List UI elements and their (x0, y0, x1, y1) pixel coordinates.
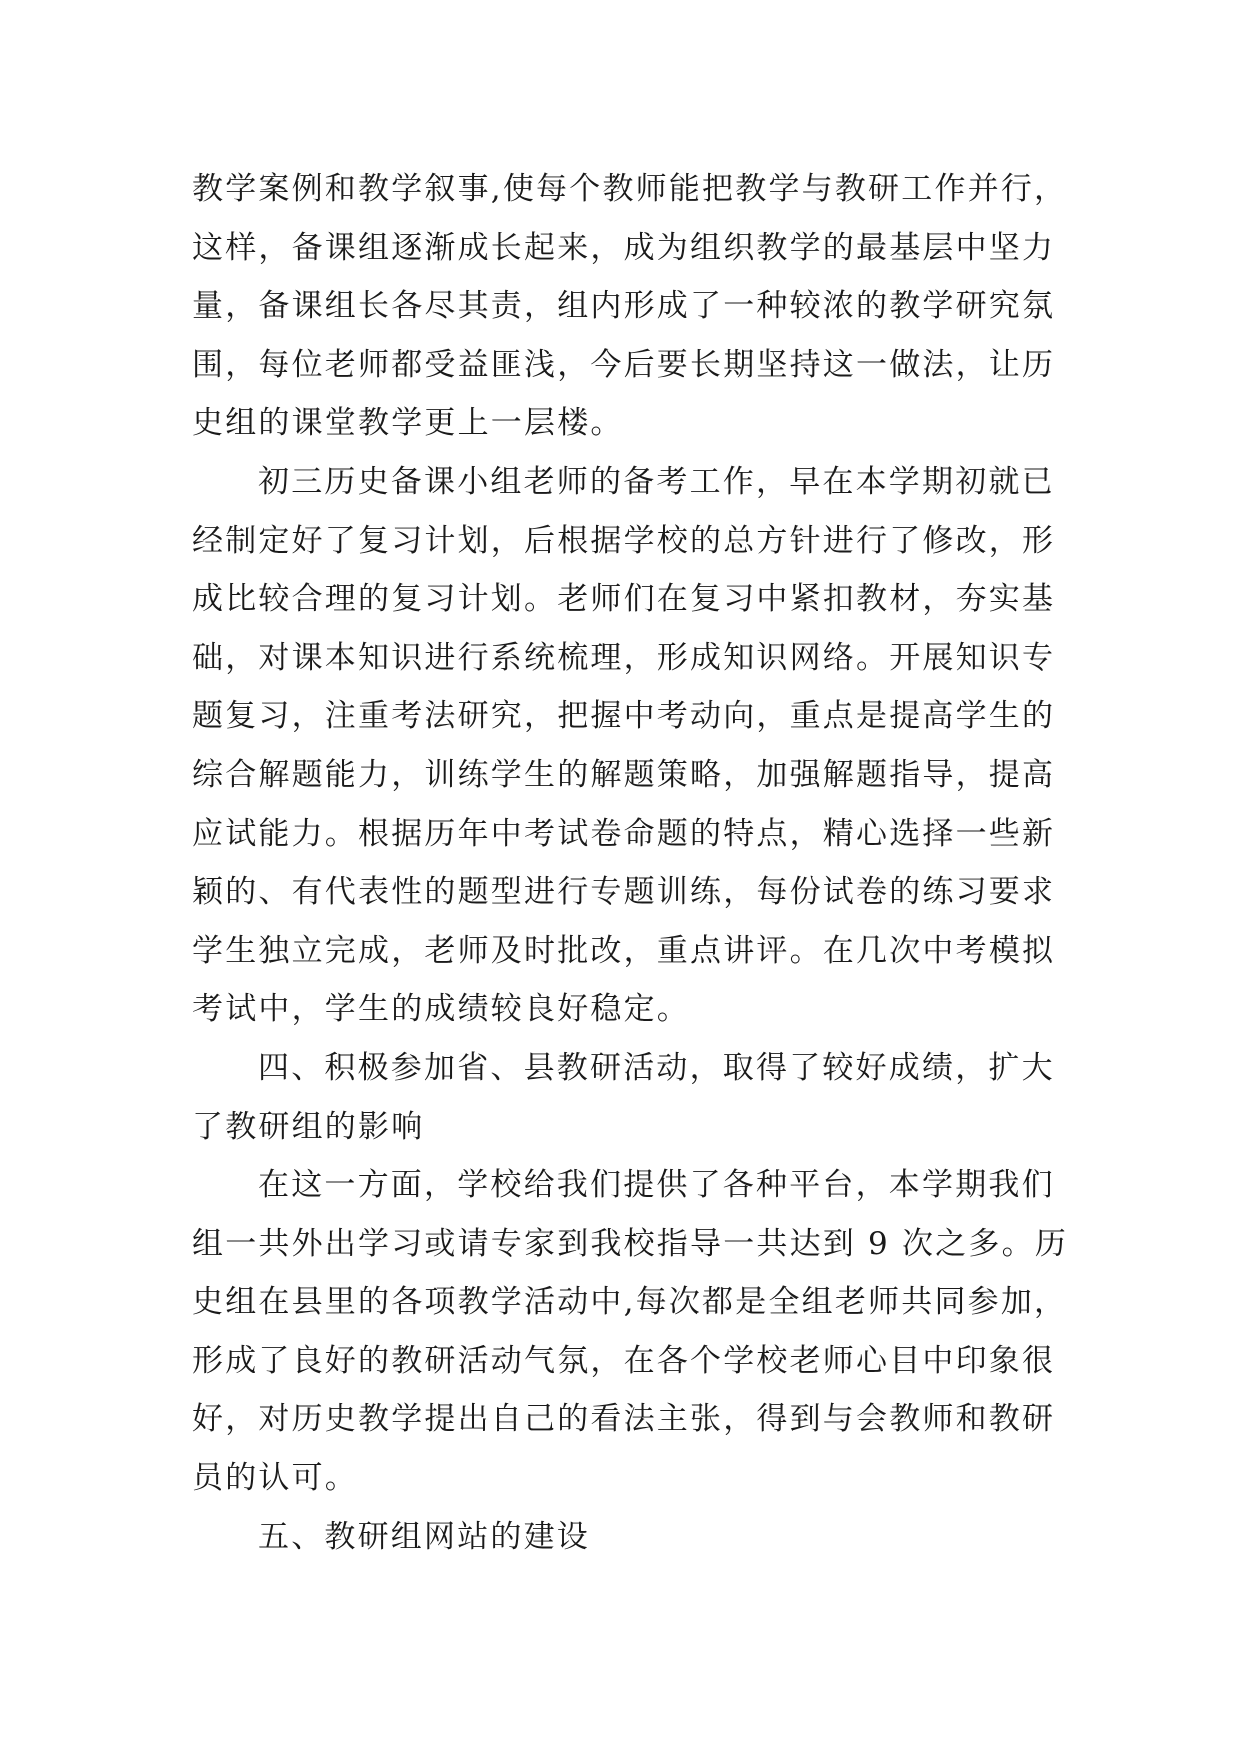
text-line: 题复习，注重考法研究，把握中考动向，重点是提高学生的 (192, 698, 1056, 735)
text-line: 考试中，学生的成绩较良好稳定。 (192, 991, 690, 1028)
section-heading-4-continued: 了教研组的影响 (192, 1108, 425, 1145)
text-line: 好，对历史教学提出自己的看法主张，得到与会教师和教研 (192, 1401, 1056, 1438)
text-line: 颖的、有代表性的题型进行专题训练，每份试卷的练习要求 (192, 874, 1056, 911)
text-line: 经制定好了复习计划，后根据学校的总方针进行了修改，形 (192, 522, 1056, 559)
text-line: 形成了良好的教研活动气氛，在各个学校老师心目中印象很 (192, 1342, 1056, 1379)
document-body (192, 160, 1092, 1566)
text-line: 史组在县里的各项教学活动中,每次都是全组老师共同参加， (192, 1284, 1068, 1321)
text-line: 成比较合理的复习计划。老师们在复习中紧扣教材，夯实基 (192, 581, 1056, 618)
text-line: 员的认可。 (192, 1460, 358, 1497)
text-line: 组一共外出学习或请专家到我校指导一共达到 9 次之多。历 (192, 1225, 1069, 1262)
text-line: 础，对课本知识进行系统梳理，形成知识网络。开展知识专 (192, 639, 1056, 676)
paragraph-first-line: 在这一方面，学校给我们提供了各种平台，本学期我们 (258, 1167, 1055, 1204)
section-heading-4: 四、积极参加省、县教研活动，取得了较好成绩，扩大 (258, 1049, 1055, 1086)
section-heading-5: 五、教研组网站的建设 (258, 1518, 590, 1555)
text-line: 应试能力。根据历年中考试卷命题的特点，精心选择一些新 (192, 815, 1056, 852)
text-line: 史组的课堂教学更上一层楼。 (192, 405, 624, 442)
text-line: 综合解题能力，训练学生的解题策略，加强解题指导，提高 (192, 756, 1056, 793)
text-line: 学生独立完成，老师及时批改，重点讲评。在几次中考模拟 (192, 932, 1056, 969)
text-line: 围，每位老师都受益匪浅，今后要长期坚持这一做法，让历 (192, 346, 1056, 383)
text-line: 这样，备课组逐渐成长起来，成为组织教学的最基层中坚力 (192, 229, 1056, 266)
text-line: 量，备课组长各尽其责，组内形成了一种较浓的教学研究氛 (192, 288, 1056, 325)
paragraph-first-line: 初三历史备课小组老师的备考工作，早在本学期初就已 (258, 463, 1055, 500)
text-line: 教学案例和教学叙事,使每个教师能把教学与教研工作并行， (192, 171, 1068, 207)
